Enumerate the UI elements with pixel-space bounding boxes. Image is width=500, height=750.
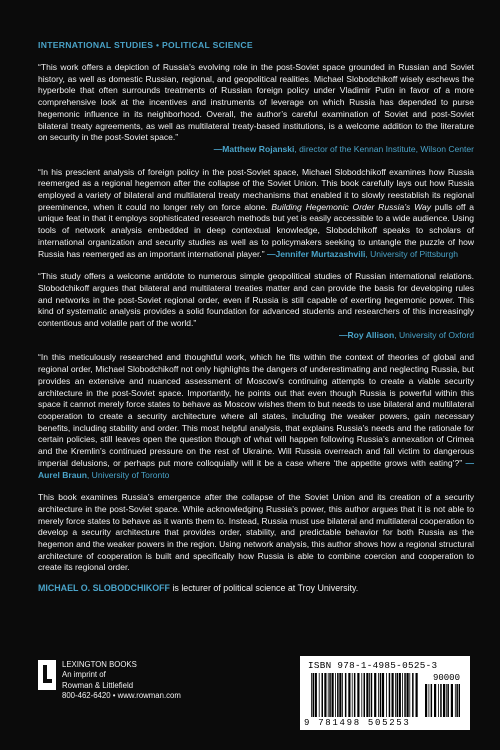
barcode-bar [429,684,430,717]
barcode-bar [447,684,449,717]
category-label: INTERNATIONAL STUDIES • POLITICAL SCIENCE [38,40,253,50]
barcode-bar [409,673,410,717]
barcode-bar [357,673,359,717]
barcode-bar [328,673,329,717]
barcode-bar [378,673,379,717]
barcode-bar [342,673,343,717]
barcode-bar [395,673,396,717]
publisher-imprint: An imprint of [62,670,106,680]
barcode-bar [319,673,320,717]
blurb-1 [38,62,474,156]
barcode-bar [402,673,403,717]
barcode-bar [339,673,341,717]
blurb-quote: “This work offers a depiction of Russia’s evolving role in the post-Soviet space grounded in Russian and Soviet history, as well as domestic Russian, regional, and geopolitical realities. Michael Slobodchikoff wisely eschews the hyperbole that often surrounds treatments of Russian foreign policy under Vladimir Putin in favor of a more comprehensive look at the incentives and instruments of leverage on which Russia has depended to purse hegemonic influence in its neighborhood. Overall, the author’s careful examination of Soviet and post-Soviet bilateral treaty agreements, as well as multilateral treaty-based institutions, is a welcome addition to the literature on security in the post-Soviet space.” [38,62,474,143]
barcode-bar [404,673,406,717]
isbn-barcode [300,656,470,730]
barcode-bar [337,673,339,717]
barcode-bar [425,684,427,717]
barcode-bar [352,673,353,717]
attr-affiliation: , University of Toronto [86,469,170,480]
attr-dash: — [213,143,223,154]
barcode-bar [361,673,362,717]
attr-name: Aurel Braun [38,469,87,480]
barcode-bar [371,673,373,717]
attr-name: Matthew Rojanski [222,143,295,154]
attr-dash: — [465,457,474,468]
barcode-bar [456,684,458,717]
barcode-bar [374,673,376,717]
barcode-bar [416,673,418,717]
barcode-main-bars [310,673,420,717]
blurb-attribution [38,144,474,156]
blurb-4 [38,352,474,481]
barcode-bar [315,673,317,717]
blurb-quote: “In this meticulously researched and thoughtful work, which he fits within the context of theories of global and regional order, Michael Slobodchikoff not only highlights the dangers of underestimating and neglecting Russia, but provides an extensive and nuanced assessment of Moscow’s continuing attempts to create a viable security architecture in the post-Soviet space. Importantly, he points out that even though Russia is powerful within this space it cannot merely force states to behave as Moscow wishes them to but needs to use bilateral and multilateral cooperation to create a security architecture where all states, including the weaker powers, gain necessary benefits, including stability and order. This most helpful analysis, that explains Russia’s needs and the rationale for certain policies, still leaves open the question though of what will happen following Russia’s annexation of Crimea and the Kremlin’s continued pressure on the rest of Ukraine. Will Russia overreach and fall victim to dangerous imperial delusions, or perhaps put more colloquially will it be a case where ‘the appetite grows with eating’?” [38,352,474,468]
barcode-bar [412,673,414,717]
barcode-bar [364,673,366,717]
publisher-parent: Rowman & Littlefield [62,680,134,690]
isbn-text: ISBN 978-1-4985-0525-3 [308,660,438,671]
barcode-bar [335,673,336,717]
barcode-bar [389,673,391,717]
blurb-quote: “This study offers a welcome antidote to numerous simple geopolitical studies of Russian international relations. Slobodchikoff argues that bilateral and multilateral treaties matter and can provide the basis for developing rules and networks in the post-Soviet regional order, even if Russia is still capable of exerting hegemonic power. This kind of systematic analysis provides a solid foundation for advanced students and researchers of this increasingly contentious and volatile part of the world.” [38,271,474,329]
barcode-bar [459,684,460,717]
barcode-bar [397,673,399,717]
blurb-3 [38,271,474,341]
barcode-bar [407,673,409,717]
barcode-bar [382,673,384,717]
blurb-quote-part: pulls off a unique feat in that it employs sophisticated research methods but yet is easily accessible to a wide audience. Using tools of network analysis embedded in deep contextual knowledge, Slobodchikoff speaks to scholars of international organization and security studies as well as to policymakers seeking to untangle the puzzle of how Russia has reemerged as an important international player.” [38,201,474,259]
barcode-bar [369,673,370,717]
attr-name: Roy Allison [347,329,395,340]
barcode-bar [386,673,387,717]
book-description: This book examines Russia’s emergence after the collapse of the Soviet Union and its creation of a security architecture in the post-Soviet space. While acknowledging Russia’s power, this author argues that it is not able to merely force states to behave as it wants them to. Instead, Russia must use bilateral and multilateral cooperation to develop a security architecture that provides order, stability, and predictable behavior for both Russia as the hegemon and the weaker powers in the region. Using network analysis, this author shows how a regional structural architecture of cooperation is built and specifically how Russia is able to combine coercion and cooperation to create its regional order. [38,492,474,573]
author-bio-text: is lecturer of political science at Troy University. [169,583,359,594]
barcode-bar [354,673,356,717]
author-bio [38,582,474,594]
barcode-bar [438,684,439,717]
barcode-bar [329,673,331,717]
attr-dash: — [338,329,348,340]
barcode-bar [311,673,312,717]
barcode-bar [451,684,453,717]
barcode-addon-bars [424,684,460,717]
barcode-digits: 9 781498 505253 [304,718,411,728]
barcode-bar [380,673,382,717]
barcode-bar [455,684,456,717]
price-code: 90000 [432,673,460,683]
blurb-2 [38,167,474,261]
blurbs-section [38,62,474,594]
attr-affiliation: , director of the Kennan Institute, Wilson Center [294,143,474,154]
barcode-bar [345,673,347,717]
lexington-logo-icon [38,660,56,690]
barcode-bar [332,673,334,717]
publisher-info [62,660,181,702]
attr-affiliation: , University of Oxford [394,329,474,340]
publisher-block [38,660,198,702]
barcode-bar [322,673,324,717]
author-name: MICHAEL O. SLOBODCHIKOFF [38,583,170,594]
barcode-bar [324,673,326,717]
barcode-bar [366,673,368,717]
barcode-bar [431,684,433,717]
publisher-name: LEXINGTON BOOKS [62,660,137,669]
barcode-bar [446,684,447,717]
blurb-attribution [38,330,474,342]
publisher-contact: 800-462-6420 • www.rowman.com [62,691,181,701]
barcode-bar [313,673,315,717]
attr-affiliation: , University of Pittsburgh [365,248,458,259]
barcode-bar [443,684,445,717]
attr-dash: — [267,248,276,259]
book-title-italic: Building Hegemonic Order Russia’s Way [271,201,432,212]
barcode-bar [399,673,401,717]
barcode-bar [348,673,350,717]
barcode-bar [440,684,442,717]
barcode-bar [434,684,436,717]
barcode-bar [392,673,394,717]
attr-name: Jennifer Murtazashvili [275,248,366,259]
blurb-quote-part: “In his prescient analysis of foreign policy in the post-Soviet space, Michael Slobodchikoff examines how Russia reemerged as a regional hegemon after the collapse of the Soviet Union. This book carefully lays out how Russia employed a variety of bilateral and multilateral treaty mechanisms that enabled it to slowly reestablish its regional preeminence, when it could no longer rely on force alone. [38,166,474,212]
